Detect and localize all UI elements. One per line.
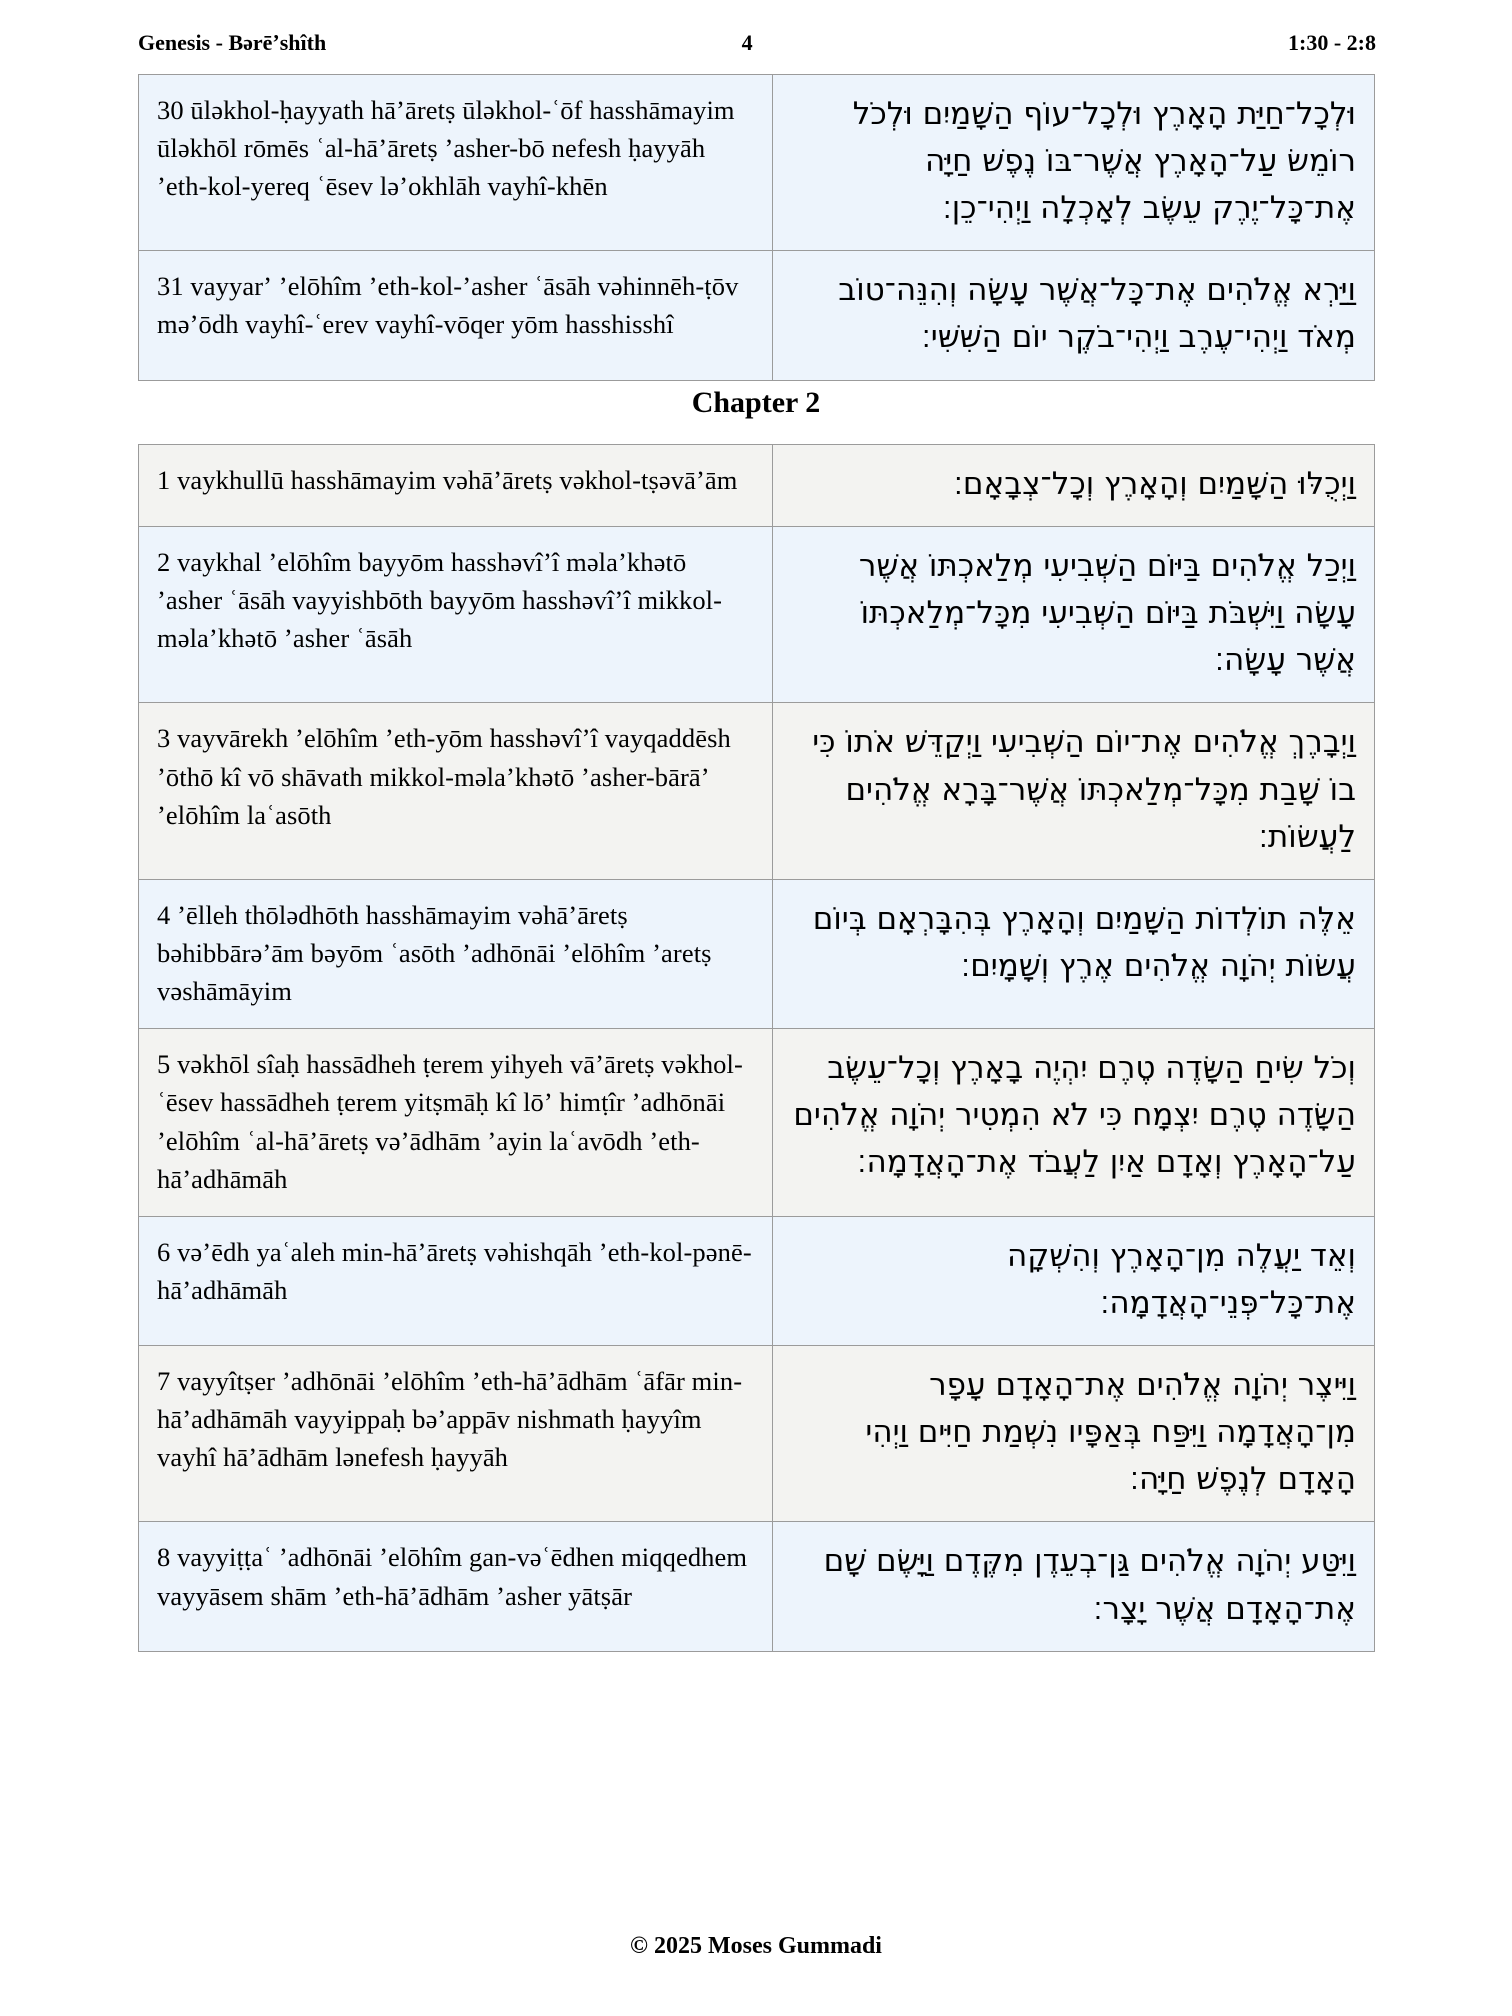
verse-transliteration-cell: 5 vəkhōl sîaḥ hassādheh ṭerem yihyeh vāʼāretṣ vəkhol-ʿēsev hassādheh ṭerem yitṣmāḥ kî lōʼ himṭîr ʼadhōnāi ʼelōhîm ʿal-hāʼāretṣ vəʼādhām ʼayin laʿavōdh ʼeth-hāʼadhāmāh xyxy=(139,1029,773,1217)
verse-hebrew-cell: וַיְכֻלּוּ הַשָּׁמַיִם וְהָאָרֶץ וְכָל־צְבָאָם׃ xyxy=(773,445,1375,527)
verse-transliteration-cell: 6 vəʼēdh yaʿaleh min-hāʼāretṣ vəhishqāh ʼeth-kol-pənē-hāʼadhāmāh xyxy=(139,1216,773,1345)
header-verse-range: 1:30 - 2:8 xyxy=(1288,30,1376,55)
verse-row xyxy=(139,1522,1375,1651)
verse-transliteration-cell: 1 vaykhullū hasshāmayim vəhāʼāretṣ vəkhol-tṣəvāʼām xyxy=(139,445,773,527)
verse-transliteration-cell: 8 vayyiṭṭaʿ ʼadhōnāi ʼelōhîm gan-vəʿēdhen miqqedhem vayyāsem shām ʼeth-hāʼādhām ʼasher yātṣār xyxy=(139,1522,773,1651)
verse-row xyxy=(139,75,1375,251)
verse-table-chapter-2 xyxy=(138,444,1375,1652)
verse-table-body-chapter-2 xyxy=(139,445,1375,1652)
verse-hebrew-cell: וַיְבָרֶךְ אֱלֹהִים אֶת־יוֹם הַשְּׁבִיעִי וַיְקַדֵּשׁ אֹתוֹ כִּי בוֹ שָׁבַת מִכָּל־מְלַאכְתּוֹ אֲשֶׁר־בָּרָא אֱלֹהִים לַעֲשׂוֹת׃ xyxy=(773,703,1375,879)
verse-transliteration-cell: 3 vayvārekh ʼelōhîm ʼeth-yōm hasshəvîʼî vayqaddēsh ʼōthō kî vō shāvath mikkol-məlaʼkhətō ʼasher-bārāʼ ʼelōhîm laʿasōth xyxy=(139,703,773,879)
verse-transliteration-cell: 31 vayyarʼ ʼelōhîm ʼeth-kol-ʼasher ʿāsāh vəhinnēh-ṭōv məʼōdh vayhî-ʿerev vayhî-vōqer yōm hasshisshî xyxy=(139,251,773,380)
chapter-heading: Chapter 2 xyxy=(691,386,821,419)
verse-hebrew-cell: וַיִּטַּע יְהֹוָה אֱלֹהִים גַּן־בְעֵדֶן מִקֶּדֶם וַיָּשֶׂם שָׁם אֶת־הָאָדָם אֲשֶׁר יָצָר׃ xyxy=(773,1522,1375,1651)
verse-hebrew-cell: וַיְכַל אֱלֹהִים בַּיּוֹם הַשְּׁבִיעִי מְלַאכְתּוֹ אֲשֶׁר עָשָׂה וַיִּשְׁבֹּת בַּיּוֹם הַשְּׁבִיעִי מִכָּל־מְלַאכְתּוֹ אֲשֶׁר עָשָׂה׃ xyxy=(773,527,1375,703)
verse-hebrew-cell: וַיַּרְא אֱלֹהִים אֶת־כָּל־אֲשֶׁר עָשָׂה וְהִנֵּה־טוֹב מְאֹד וַיְהִי־עֶרֶב וַיְהִי־בֹקֶר יוֹם הַשִּׁשִּׁי׃ xyxy=(773,251,1375,380)
verse-transliteration-cell: 4 ʼēlleh thōlədhōth hasshāmayim vəhāʼāretṣ bəhibbārəʼām bəyōm ʿasōth ʼadhōnāi ʼelōhîm ʼaretṣ vəshāmāyim xyxy=(139,879,773,1028)
verse-hebrew-cell: אֵלֶּה תוֹלְדוֹת הַשָּׁמַיִם וְהָאָרֶץ בְּהִבָּרְאָם בְּיוֹם עֲשׂוֹת יְהֹוָה אֱלֹהִים אֶרֶץ וְשָׁמָיִם׃ xyxy=(773,879,1375,1028)
page-footer-copyright: © 2025 Moses Gummadi xyxy=(630,1933,882,1959)
verse-row xyxy=(139,879,1375,1028)
verse-row xyxy=(139,703,1375,879)
verse-row xyxy=(139,1029,1375,1217)
header-page-number: 4 xyxy=(741,30,753,55)
verse-transliteration-cell: 2 vaykhal ʼelōhîm bayyōm hasshəvîʼî məlaʼkhətō ʼasher ʿāsāh vayyishbōth bayyōm hasshəvîʼî mikkol-məlaʼkhətō ʼasher ʿāsāh xyxy=(139,527,773,703)
verse-transliteration-cell: 30 ūləkhol-ḥayyath hāʼāretṣ ūləkhol-ʿōf hasshāmayim ūləkhōl rōmēs ʿal-hāʼāretṣ ʼasher-bō nefesh ḥayyāh ʼeth-kol-yereq ʿēsev ləʼokhlāh vayhî-khēn xyxy=(139,75,773,251)
verse-hebrew-cell: וּלְכָל־חַיַּת הָאָרֶץ וּלְכָל־עוֹף הַשָׁמַיִם וּלְכֹל רוֹמֵשׂ עַל־הָאָרֶץ אֲשֶׁר־בּוֹ נֶפֶשׁ חַיָּה אֶת־כָּל־יֶרֶק עֵשֶׂב לְאָכְלָה וַיְהִי־כֵן׃ xyxy=(773,75,1375,251)
verse-row xyxy=(139,1346,1375,1522)
verse-row xyxy=(139,1216,1375,1345)
verse-hebrew-cell: וְכֹל שִׂיחַ הַשָּׂדֶה טֶרֶם יִהְיֶה בָאָרֶץ וְכָל־עֵשֶׂב הַשָּׂדֶה טֶרֶם יִצְמָח כִּי לֹא הִמְטִיר יְהֹוָה אֱלֹהִים עַל־הָאָרֶץ וְאָדָם אַיִן לַעֲבֹד אֶת־הָאֲדָמָה׃ xyxy=(773,1029,1375,1217)
verse-table-body-chapter-1 xyxy=(139,75,1375,381)
verse-table-chapter-1 xyxy=(138,74,1375,381)
verse-hebrew-cell: וְאֵד יַעֲלֶה מִן־הָאָרֶץ וְהִשְׁקָה אֶת־כָּל־פְּנֵי־הָאֲדָמָה׃ xyxy=(773,1216,1375,1345)
verse-row xyxy=(139,527,1375,703)
verse-row xyxy=(139,445,1375,527)
verse-transliteration-cell: 7 vayyîtṣer ʼadhōnāi ʼelōhîm ʼeth-hāʼādhām ʿāfār min-hāʼadhāmāh vayyippaḥ bəʼappāv nishmath ḥayyîm vayhî hāʼādhām lənefesh ḥayyāh xyxy=(139,1346,773,1522)
running-header xyxy=(138,30,1376,56)
verse-row xyxy=(139,251,1375,380)
header-book-title: Genesis - Bərēʼshîth xyxy=(138,30,327,55)
verse-hebrew-cell: וַיִּיצֶר יְהֹוָה אֱלֹהִים אֶת־הָאָדָם עָפָר מִן־הָאֲדָמָה וַיִּפַּח בְּאַפָּיו נִשְׁמַת חַיִּים וַיְהִי הָאָדָם לְנֶפֶשׁ חַיָּה׃ xyxy=(773,1346,1375,1522)
